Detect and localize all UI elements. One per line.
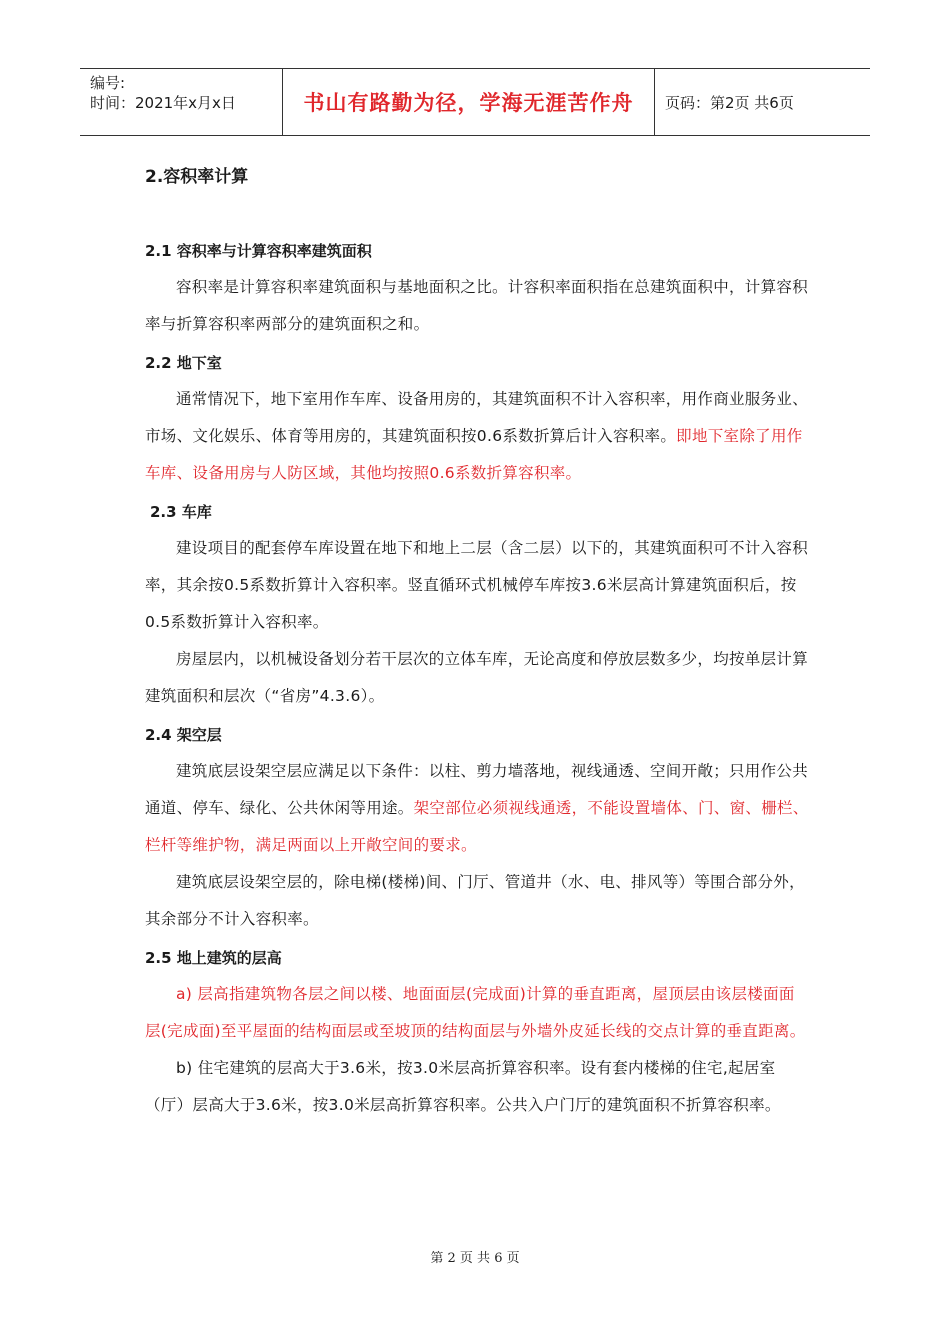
heading-2-3: 2.3 车库 bbox=[150, 503, 212, 521]
paragraph-2-5-a: a) 层高指建筑物各层之间以楼、地面面层(完成面)计算的垂直距离，屋顶层由该层楼面面层(完成面)至平屋面的结构面层或至坡顶的结构面层与外墙外皮延长线的交点计算的垂直距离。 bbox=[145, 985, 806, 1040]
header-page-info: 页码：第2页 共6页 bbox=[665, 93, 794, 112]
paragraph-2-1: 容积率是计算容积率建筑面积与基地面积之比。计容积率面积指在总建筑面积中，计算容积率与折算容积率两部分的建筑面积之和。 bbox=[145, 278, 809, 333]
heading-2-5: 2.5 地上建筑的层高 bbox=[145, 949, 282, 967]
paragraph-2-2-text: 通常情况下，地下室用作车库、设备用房的，其建筑面积不计入容积率，用作商业服务业、市场、文化娱乐、体育等用房的，其建筑面积按0.6系数折算后计入容积率。 bbox=[145, 390, 809, 445]
paragraph-2-3-b: 房屋层内，以机械设备划分若干层次的立体车库，无论高度和停放层数多少，均按单层计算建筑面积和层次（“省房”4.3.6）。 bbox=[145, 650, 809, 705]
paragraph-2-5-b: b) 住宅建筑的层高大于3.6米，按3.0米层高折算容积率。设有套内楼梯的住宅,起居室（厅）层高大于3.6米，按3.0米层高折算容积率。公共入户门厅的建筑面积不折算容积率。 bbox=[145, 1059, 781, 1114]
section-title: 2.容积率计算 bbox=[145, 167, 249, 187]
page-footer: 第 2 页 共 6 页 bbox=[430, 1251, 520, 1266]
paragraph-2-2-highlight: 即地下室除了用作车库、设备用房与人防区域，其他均按照0.6系数折算容积率。 bbox=[145, 427, 803, 482]
header-left-cell bbox=[80, 69, 282, 135]
paragraph-2-4-a bbox=[145, 753, 810, 864]
paragraph-2-4-text: 建筑底层设架空层应满足以下条件：以柱、剪力墙落地，视线通透、空间开敞；只用作公共通道、停车、绿化、公共休闲等用途。 bbox=[145, 762, 809, 817]
paragraph-2-3-a: 建设项目的配套停车库设置在地下和地上二层（含二层）以下的，其建筑面积可不计入容积率，其余按0.5系数折算计入容积率。竖直循环式机械停车库按3.6米层高计算建筑面积后，按0.5系数折算计入容积率。 bbox=[145, 539, 809, 631]
heading-2-2: 2.2 地下室 bbox=[145, 354, 222, 372]
paragraph-2-2 bbox=[145, 381, 810, 492]
heading-2-1: 2.1 容积率与计算容积率建筑面积 bbox=[145, 242, 372, 260]
paragraph-2-4-highlight: 架空部位必须视线通透，不能设置墙体、门、窗、栅栏、栏杆等维护物，满足两面以上开敞空间的要求。 bbox=[145, 799, 809, 854]
document-body bbox=[145, 150, 810, 1124]
time-label: 时间：2021年x月x日 bbox=[90, 94, 236, 112]
heading-2-4: 2.4 架空层 bbox=[145, 726, 222, 744]
number-label: 编号: bbox=[90, 74, 126, 92]
paragraph-2-4-b: 建筑底层设架空层的，除电梯(楼梯)间、门厅、管道井（水、电、排风等）等围合部分外，其余部分不计入容积率。 bbox=[145, 873, 805, 928]
header-table bbox=[80, 68, 870, 136]
header-motto: 书山有路勤为径，学海无涯苦作舟 bbox=[282, 69, 655, 135]
